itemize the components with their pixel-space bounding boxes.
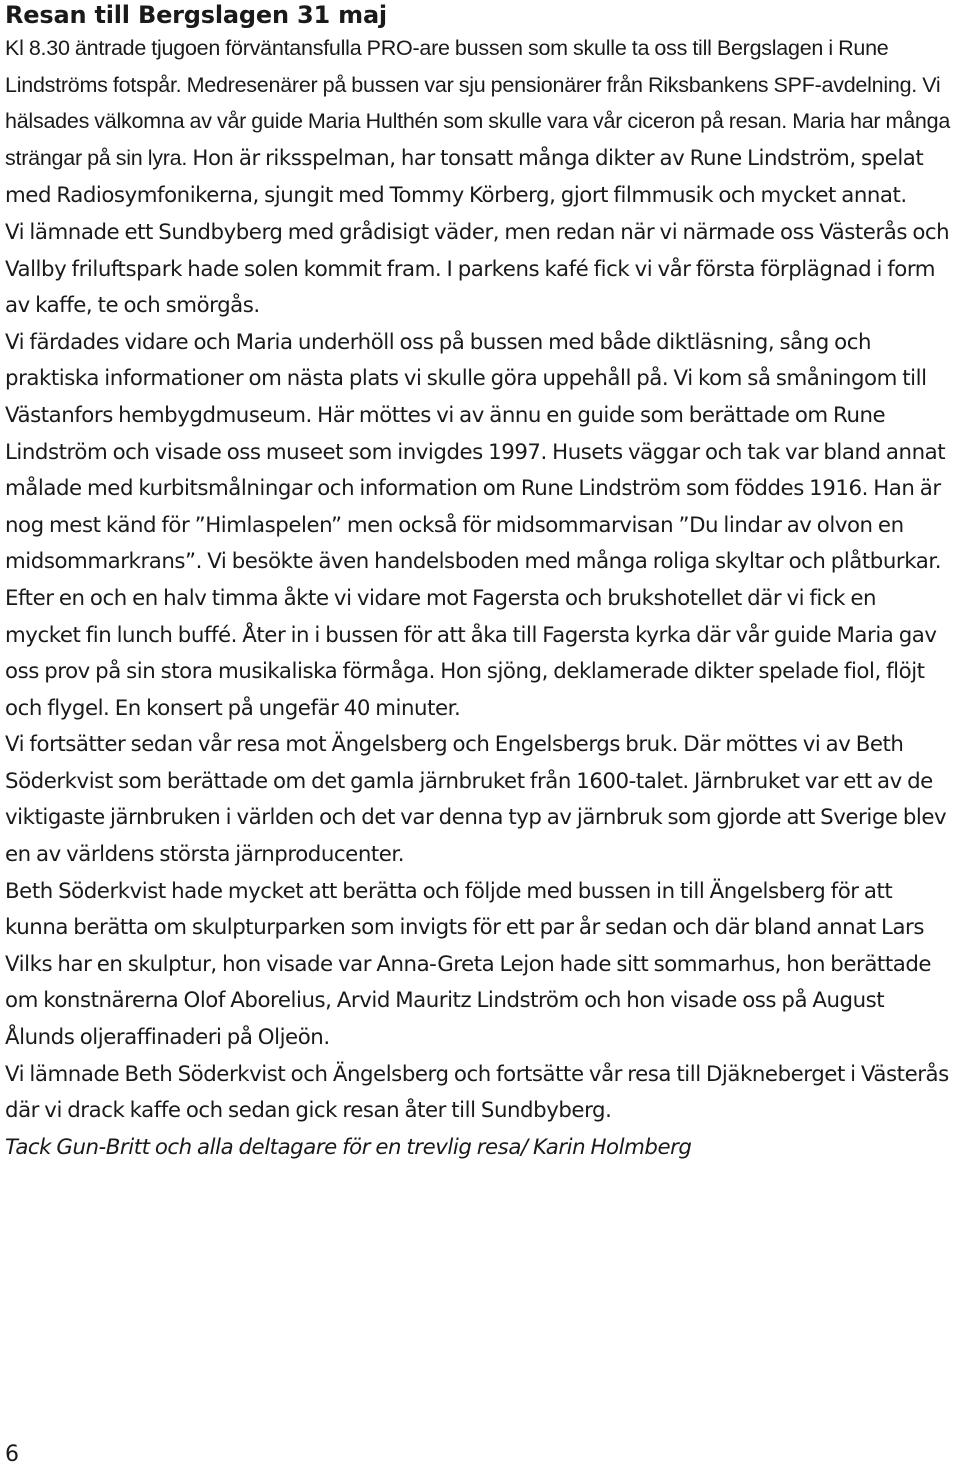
paragraph-sculpture-park: Beth Söderkvist hade mycket att berätta och följde med bussen in till Ängelsberg för att kunna berätta om skulpturparken som invigts för ett par år sedan och där bland annat Lars Vilks har en skulptur, hon visade var Anna-Greta Lejon hade sitt sommarhus, hon berättade om konstnärerna Olof Aborelius, Arvid Mauritz Lindström och hon visade oss på August Ålunds oljeraffinaderi på Oljeön.: [5, 878, 932, 1051]
article-title: Resan till Bergslagen 31 maj: [5, 1, 387, 29]
intro-text-part1: Kl 8.30 äntrade tjugoen förväntansfulla PRO-are bussen som skulle ta oss till Bergslagen i Rune Lindströms fotspår. Medresenärer på bussen var sju pensionärer från Riksbankens SPF-avdelning. Vi hälsades välkomna av vår guide Maria Hulthén som skulle vara vår ciceron på resan. Maria har många strängar på sin lyra.: [5, 36, 951, 170]
paragraph-return: Vi lämnade Beth Söderkvist och Ängelsberg och fortsätte vår resa till Djäkneberget i Västerås där vi drack kaffe och sedan gick resan åter till Sundbyberg.: [5, 1061, 949, 1124]
page-number: 6: [5, 1442, 19, 1467]
intro-paragraph: [5, 30, 955, 215]
paragraph-engelsberg: Vi fortsätter sedan vår resa mot Ängelsberg och Engelsbergs bruk. Där möttes vi av Beth Söderkvist som berättade om det gamla järnbruket från 1600-talet. Järnbruket var ett av de viktigaste järnbruken i världen och det var denna typ av järnbruk som gjorde att Sverige blev en av världens största järnproducenter.: [5, 732, 947, 868]
paragraph-museum: Vi färdades vidare och Maria underhöll oss på bussen med både diktläsning, sång och praktiska informationer om nästa plats vi skulle göra uppehåll på. Vi kom så småningom till Västanfors hembygdmuseum. Här möttes vi av ännu en guide som berättade om Rune Lindström och visade oss museet som invigdes 1997. Husets väggar och tak var bland annat målade med kurbitsmålningar och information om Rune Lindström som föddes 1916. Han är nog mest känd för ”Himlaspelen” men också för midsommarvisan ”Du lindar av olvon en midsommarkrans”. Vi besökte även handelsboden med många roliga skyltar och plåtburkar.: [5, 329, 946, 575]
article: [5, 0, 955, 1166]
paragraph-cafe: Vi lämnade ett Sundbyberg med grådisigt väder, men redan när vi närmade oss Västerås och Vallby friluftspark hade solen kommit fram. I parkens kafé fick vi vår första förplägnad i form av kaffe, te och smörgås.: [5, 219, 950, 319]
paragraph-fagersta: Efter en och en halv timma åkte vi vidare mot Fagersta och brukshotellet där vi fick en mycket fin lunch buffé. Åter in i bussen för att åka till Fagersta kyrka där vår guide Maria gav oss prov på sin stora musikaliska förmåga. Hon sjöng, deklamerade dikter spelade fiol, flöjt och flygel. En konsert på ungefär 40 minuter.: [5, 585, 937, 721]
intro-text-part2: Hon är riksspelman, har tonsatt många dikter av Rune Lindström, spelat med Radiosymfonikerna, sjungit med Tommy Körberg, gjort filmmusik och mycket annat.: [5, 145, 924, 209]
signature-line: Tack Gun-Britt och alla deltagare för en trevlig resa/ Karin Holmberg: [5, 1134, 692, 1160]
